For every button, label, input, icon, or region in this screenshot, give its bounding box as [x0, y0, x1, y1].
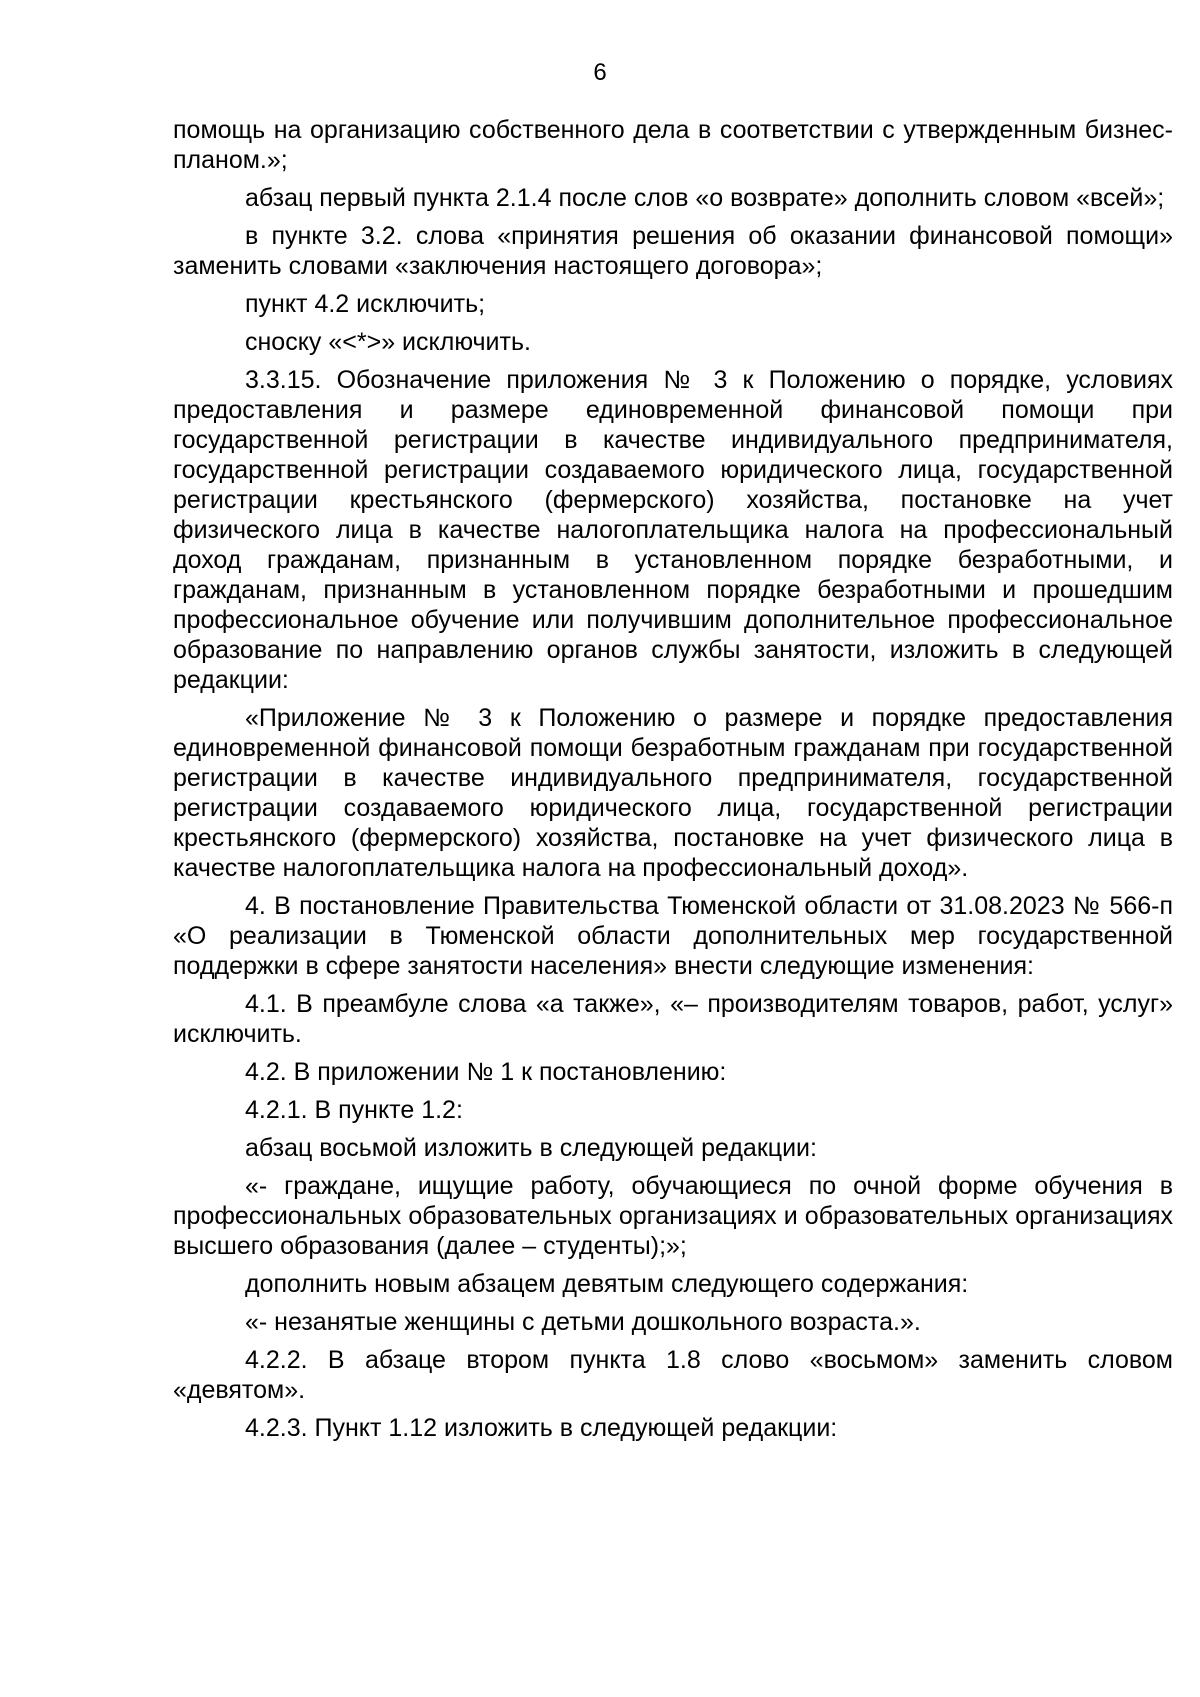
- paragraph: сноску «<*>» исключить.: [245, 328, 531, 356]
- paragraph: абзац восьмой изложить в следующей редакции:: [245, 1134, 817, 1162]
- paragraph: 4. В постановление Правительства Тюменской области от 31.08.2023 № 566-п «О реализации в Тюменской области дополнительных мер государственной поддержки в сфере занятости населения» внести следующие изменения:: [173, 892, 1173, 980]
- paragraph: «- граждане, ищущие работу, обучающиеся по очной форме обучения в профессиональных образовательных организациях и образовательных организациях высшего образования (далее – студенты);»;: [173, 1172, 1173, 1260]
- paragraph: 4.1. В преамбуле слова «а также», «– производителям товаров, работ, услуг» исключить.: [173, 990, 1173, 1048]
- paragraph: дополнить новым абзацем девятым следующего содержания:: [245, 1270, 969, 1298]
- paragraph: помощь на организацию собственного дела в соответствии с утвержденным бизнес-планом.»;: [173, 116, 1173, 174]
- paragraph: абзац первый пункта 2.1.4 после слов «о возврате» дополнить словом «всей»;: [245, 184, 1165, 212]
- paragraph: 4.2.1. В пункте 1.2:: [245, 1096, 463, 1124]
- paragraph: пункт 4.2 исключить;: [245, 290, 486, 318]
- paragraph: 4.2.3. Пункт 1.12 изложить в следующей редакции:: [245, 1414, 838, 1442]
- paragraph: в пункте 3.2. слова «принятия решения об оказании финансовой помощи» заменить словами «заключения настоящего договора»;: [173, 222, 1173, 280]
- paragraph: «- незанятые женщины с детьми дошкольного возраста.».: [245, 1308, 921, 1336]
- page-number: 6: [593, 59, 607, 86]
- paragraph: 4.2.2. В абзаце втором пункта 1.8 слово «восьмом» заменить словом «девятом».: [173, 1346, 1173, 1404]
- paragraph: 3.3.15. Обозначение приложения № 3 к Положению о порядке, условиях предоставления и размере единовременной финансовой помощи при государственной регистрации в качестве индивидуального предпринимателя, государственной регистрации создаваемого юридического лица, государственной регистрации крестьянского (фермерского) хозяйства, постановке на учет физического лица в качестве налогоплательщика налога на профессиональный доход гражданам, признанным в установленном порядке безработными, и гражданам, признанным в установленном порядке безработными и прошедшим профессиональное обучение или получившим дополнительное профессиональное образование по направлению органов службы занятости, изложить в следующей редакции:: [173, 366, 1173, 694]
- document-body: [173, 115, 1173, 1451]
- paragraph: 4.2. В приложении № 1 к постановлению:: [245, 1058, 727, 1086]
- paragraph: «Приложение № 3 к Положению о размере и порядке предоставления единовременной финансовой помощи безработным гражданам при государственной регистрации в качестве индивидуального предпринимателя, государственной регистрации создаваемого юридического лица, государственной регистрации крестьянского (фермерского) хозяйства, постановке на учет физического лица в качестве налогоплательщика налога на профессиональный доход».: [173, 704, 1173, 882]
